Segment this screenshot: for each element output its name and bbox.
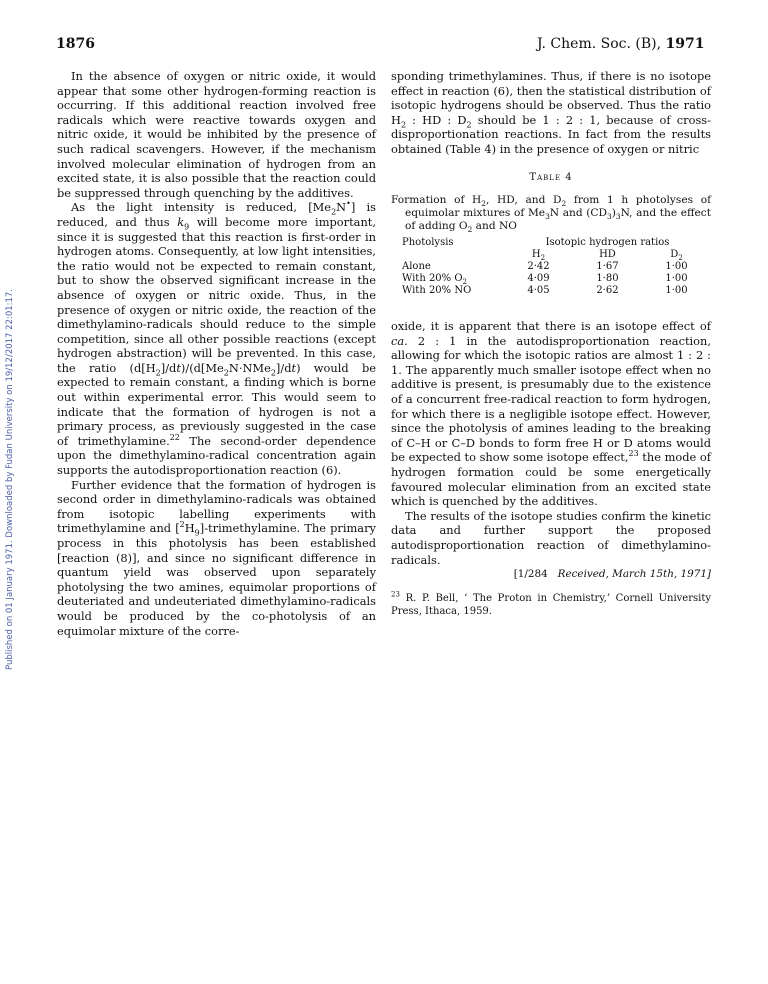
cell-h2: 2·42 <box>527 261 550 272</box>
cell-h2: 4·05 <box>527 285 550 296</box>
journal-header <box>537 36 704 52</box>
column-header-photolysis: Photolysis <box>402 237 454 248</box>
paragraph: sponding trimethylamines. Thus, if there is no isotope effect in reaction (6), then the statistical distribution of isotopic hydrogens should be observed. Thus the ratio $H_2$ : HD : $D_2$ should be 1 : 2 : 1, because of cross-disproportionation reactions. In fact from the results obtained (Table 4) in the presence of oxygen or nitric <box>391 69 711 156</box>
right-column <box>391 69 711 157</box>
cell-d2: 1·00 <box>665 285 688 296</box>
paragraph: Further evidence that the formation of hydrogen is second order in dimethylamino-radicals was obtained from isotopic labelling experiments with trimethylamine and $[^2H_9]$-trimethylamine. The primary process in this photolysis has been established [reaction (8)], and since no significant difference in quantum yield was observed upon separately photolysing the two amines, equimolar proportions of deuteriated and undeuteriated dimethylamino-radicals would be produced by the co-photolysis of an equimolar mixture of the corre- <box>57 477 376 638</box>
cell-h2: 4·09 <box>527 273 550 284</box>
download-notice: Published on 01 January 1971. Downloaded by Fudan University on 19/12/2017 22:01:17. <box>5 288 15 670</box>
table-title: Table 4 <box>529 172 573 183</box>
footnote-number: 23 <box>391 590 400 599</box>
received-date: Received, March 15th, 1971] <box>557 568 711 580</box>
table-caption: Formation of $H_2$, HD, and $D_2$ from 1 h photolyses of equimolar mixtures of $Me_3N$ and $(CD_3)_3N$, and the effect of adding $O_2$ and NO <box>391 194 711 235</box>
right-column-continued <box>391 319 711 567</box>
table-header-row <box>391 237 711 249</box>
paragraph: In the absence of oxygen or nitric oxide, it would appear that some other hydrogen-forming reaction is occurring. If this additional reaction involved free radicals which were reactive towards oxygen and nitric oxide, it would be inhibited by the presence of such radical scavengers. However, if the mechanism involved molecular elimination of hydrogen from an excited state, it is also possible that the reaction could be suppressed through quenching by the additives. <box>57 69 376 200</box>
ratio-table <box>391 237 711 297</box>
page-number: 1876 <box>56 36 95 52</box>
journal-name: J. Chem. Soc. (B), <box>537 36 662 52</box>
manuscript-code: [1/284 <box>513 568 548 580</box>
column-header-d2: $D_2$ <box>670 249 683 262</box>
row-label: Alone <box>402 261 431 272</box>
reference-marker: 22 <box>169 433 180 443</box>
journal-year: 1971 <box>665 36 705 52</box>
cell-hd: 2·62 <box>596 285 619 296</box>
column-header-hd: HD <box>599 249 616 260</box>
cell-d2: 1·00 <box>665 273 688 284</box>
row-label: With 20% $O_2$ <box>402 273 468 286</box>
table-row <box>391 273 711 285</box>
row-label: With 20% NO <box>402 285 472 296</box>
left-column <box>57 69 376 638</box>
received-line <box>391 568 711 580</box>
footnote <box>391 590 711 618</box>
column-header-isotopic-ratios: Isotopic hydrogen ratios <box>545 237 670 248</box>
paragraph: As the light intensity is reduced, $[Me_2N^•]$ is reduced, and thus $k_9$ will become more important, since it is suggested that this reaction is first-order in hydrogen atoms. Consequently, at low light intensities, the ratio would not be expected to remain constant, but to show the observed significant increase in the absence of oxygen or nitric oxide. Thus, in the presence of oxygen or nitric oxide, the reaction of the dimethylamino-radicals should reduce to the simple competition, since all other possible reactions (except hydrogen abstraction) will be prevented. In this case, the ratio $(d[H_2]/dt)/(d[Me_2N\cdot NMe_2]/dt)$ would be expected to remain constant, a finding which is borne out within experimental error. This would seem to indicate that the formation of hydrogen is not a primary process, as previously suggested in the case of trimethylamine.$^{22}$ The second-order dependence upon the dimethylamino-radical concentration again supports the autodisproportionation reaction (6). <box>57 199 377 478</box>
cell-d2: 1·00 <box>665 261 688 272</box>
table-row <box>391 285 711 297</box>
paragraph: The results of the isotope studies confirm the kinetic data and further support the proposed autodisproportionation reaction of dimethylamino-radicals. <box>391 508 711 567</box>
footnote-text: R. P. Bell, ‘ The Proton in Chemistry,’ Cornell University Press, Ithaca, 1959. <box>391 593 711 617</box>
paragraph: oxide, it is apparent that there is an isotope effect of ca. 2 : 1 in the autodisproportionation reaction, allowing for which the isotopic ratios are almost 1 : 2 : 1. The apparently much smaller isotope effect when no additive is present, is presumably due to the existence of a concurrent free-radical reaction to form hydrogen, for which there is a negligible isotope effect. However, since the photolysis of amines leading to the breaking of C–H or C–D bonds to form free H or D atoms would be expected to show some isotope effect,$^{23}$ the mode of hydrogen formation could be some energetically favoured molecular elimination from an excited state which is quenched by the additives. <box>391 319 711 509</box>
reference-marker: 23 <box>628 449 639 459</box>
column-header-h2: $H_2$ <box>531 249 546 262</box>
table-subheader-row <box>391 249 711 261</box>
cell-hd: 1·67 <box>596 261 619 272</box>
table-4 <box>391 171 711 297</box>
table-row <box>391 261 711 273</box>
cell-hd: 1·80 <box>596 273 619 284</box>
